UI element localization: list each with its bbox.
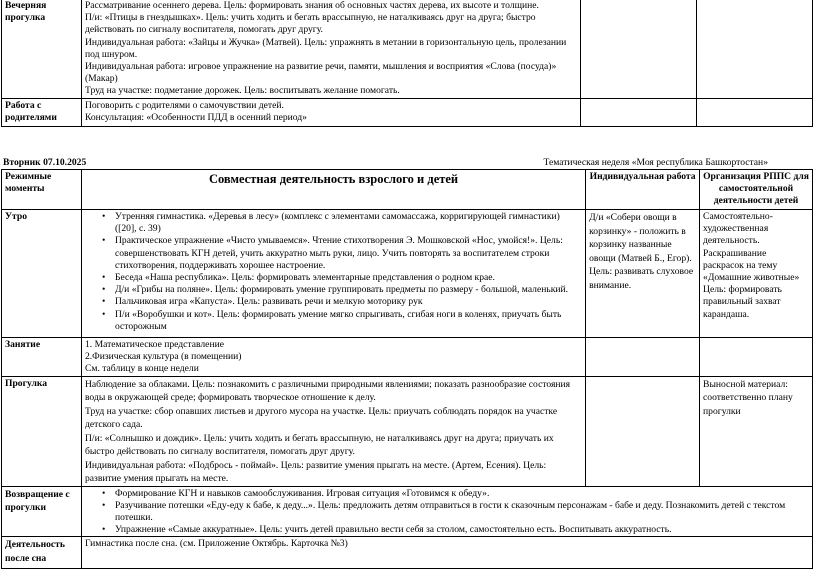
morning-rpps: Самостоятельно-художественная деятельность. Раскрашивание раскрасок на тему «Домашние животные» Цель: формировать правильный захват карандаша. [700,210,813,338]
empty-cell [697,98,813,126]
morning-list [85,211,582,333]
header-individual: Индивидуальная работа [586,170,700,210]
row-label-classes: Занятие [2,338,82,377]
afternoon-content: Гимнастика после сна. (см. Приложение Октябрь. Карточка №3) [81,537,812,569]
classes-line: См. таблицу в конце недели [84,363,199,375]
table-row [2,210,813,338]
table-header-row [2,170,813,210]
parents-content [81,98,580,126]
list-item: • Д/и «Грибы на поляне». Цель: формировать умение группировать предметы по размеру - большой, маленький. [115,284,582,296]
list-item: • Практическое упражнение «Чисто умываемся». Чтение стихотворения Э. Мошковской «Нос, умойся!». Цель: совершенствовать КГН детей, учить аккуратно мыть руки, лицо. Учить повторять за воспитателем строки стихотворения, поддерживать хорошее настроение. [115,235,582,272]
row-label-afternoon: Деятельность после сна [2,537,82,569]
empty-cell [586,376,700,486]
walk-content [81,376,585,486]
empty-cell [700,338,813,377]
classes-content [81,338,585,377]
header-joint: Совместная деятельность взрослого и детей [81,170,585,210]
evening-table [1,0,813,127]
row-label-walk: Прогулка [2,376,82,486]
list-item: • Упражнение «Самые аккуратные». Цель: учить детей правильно вести себя за столом, самостоятельно есть. Воспитывать аккуратность. [115,524,809,536]
parents-line: Поговорить с родителями о самочувствии детей. [84,99,284,111]
row-label-parents: Работа с родителями [2,98,82,126]
empty-cell [697,0,813,98]
evening-walk-line: П/и: «Птицы в гнездышках». Цель: учить ходить и бегать врассыпную, не наталкиваясь друг на друга; быстро действовать по сигналу воспитателя, помогать друг другу. [84,12,536,36]
walk-line: Наблюдение за облаками. Цель: познакомить с различными природными явлениями; показать разнообразие состояния воды в окружающей среде; формировать творческое отношение к делу. [84,378,571,404]
walk-line: П/и: «Солнышко и дождик». Цель: учить ходить и бегать врассыпную, не наталкиваясь друг на друга; приучать их быстро действовать по сигналу воспитателя, помогать друг другу. [84,432,554,458]
empty-cell [581,0,697,98]
week-theme: Тематическая неделя «Моя республика Башкортостан» [543,157,768,168]
evening-walk-line: Индивидуальная работа: «Зайцы и Жучка» (Матвей). Цель: упражнять в метании в горизонтальную цель, пролезании под шнуром. [84,36,567,60]
evening-walk-content [81,0,580,98]
header-rpps: Организация РППС для самостоятельной деятельности детей [700,170,813,210]
list-item: • Разучивание потешки «Еду-еду к бабе, к деду...». Цель: предложить детям отправиться в гости к сказочным персонажам - бабе и деду. Познакомить детей с текстом потешки. [115,500,809,524]
walk-line: Труд на участке: сбор опавших листьев и другого мусора на участке. Цель: приучать соблюдать порядок на участке детского сада. [84,405,558,431]
morning-content [81,210,585,338]
list-item: • Пальчиковая игра «Капуста». Цель: развивать речи и мелкую моторику рук [115,296,582,308]
walk-line: Индивидуальная работа: «Подбрось - поймай». Цель: развитие умения прыгать на месте. (Артем, Есения). Цель: развитие умения прыгать на месте. [84,459,547,485]
parents-line: Консультация: «Особенности ПДД в осенний период» [84,111,307,123]
evening-walk-line: Рассматривание осеннего дерева. Цель: формировать знания об основных частях дерева, их высоте и толщине. [84,0,539,11]
table-row [2,376,813,486]
morning-individual: Д/и «Собери овощи в корзинку» - положить в корзинку названные овощи (Матвей Б., Егор). Цель: развивать слуховое внимание. [586,210,700,338]
list-item: • Формирование КГН и навыков самообслуживания. Игровая ситуация «Готовимся к обеду». [115,488,809,500]
return-content [81,486,812,537]
table-row [2,486,813,537]
empty-cell [581,98,697,126]
evening-walk-line: Индивидуальная работа: игровое упражнение на развитие речи, памяти, мышления и восприятия «Слова (посуда)» (Макар) [84,61,557,85]
empty-cell [586,338,700,377]
evening-walk-line: Труд на участке: подметание дорожек. Цель: воспитывать желание помогать. [84,85,400,97]
header-moments: Режимные моменты [2,170,82,210]
table-row [2,338,813,377]
classes-line: 2.Физическая культура (в помещении) [84,351,242,363]
day-plan-table [1,169,813,569]
table-row [2,98,813,126]
list-item: • П/и «Воробушки и кот». Цель: формировать умение мягко спрыгивать, сгибая ноги в коленях, приучать быть осторожным [115,309,582,333]
day-header [3,157,773,169]
list-item: • Беседа «Наша республика». Цель: формировать элементарные представления о родном крае. [115,272,582,284]
row-label-return: Возвращение с прогулки [2,486,82,537]
list-item: • Утренняя гимнастика. «Деревья в лесу» (комплекс с элементами самомассажа, корригирующей гимнастики) ([20], с. 39) [115,211,582,235]
row-label-morning: Утро [2,210,82,338]
row-label-evening-walk: Вечерняя прогулка [2,0,82,98]
return-list [85,488,809,537]
day-date: Вторник 07.10.2025 [3,157,87,168]
table-row [2,0,813,98]
table-row [2,537,813,569]
classes-line: 1. Математическое представление [84,339,224,350]
walk-rpps: Выносной материал: соответственно плану прогулки [700,376,813,486]
